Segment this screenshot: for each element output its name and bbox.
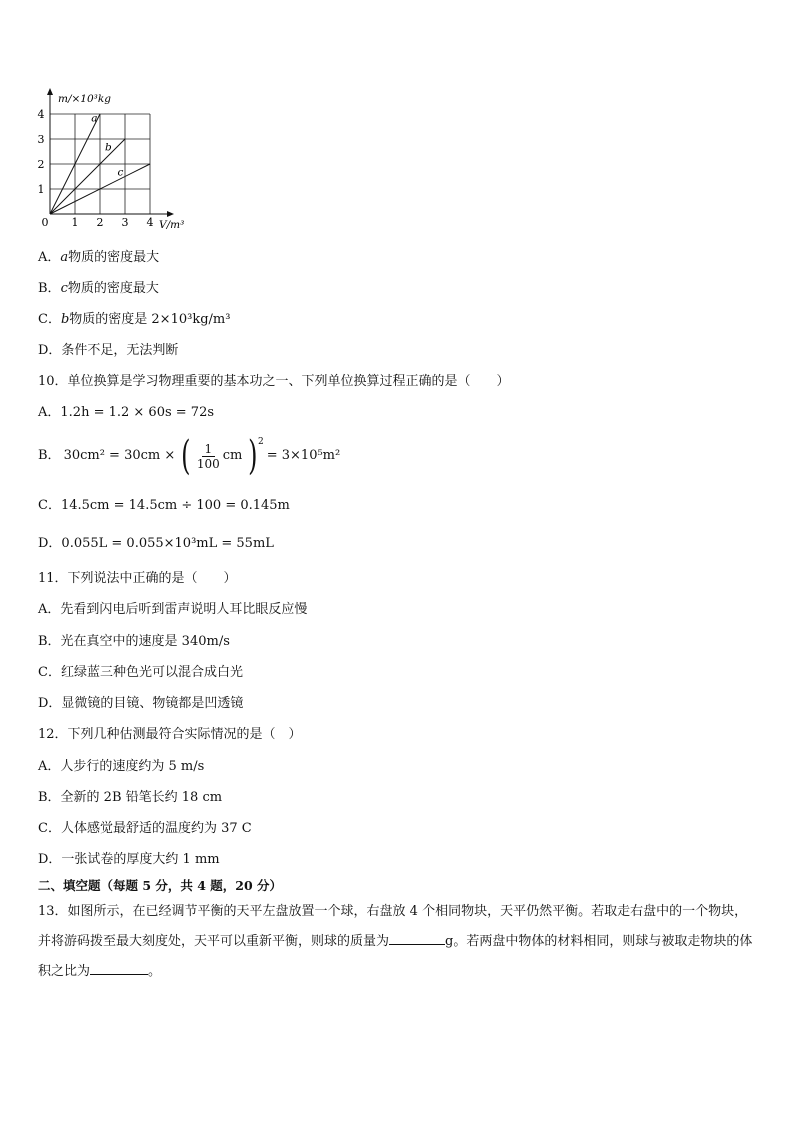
q13-blank-1[interactable] [389, 932, 445, 945]
x-tick-label: 2 [96, 216, 104, 229]
q13-text: 13．如图所示，在已经调节平衡的天平左盘放置一个球，右盘放 4 个相同物块，天平仍然平衡。若取走右盘中的一个物块，并将游码拨至最大刻度处，天平可以重新平衡，则球的质量为 g。若两盘中物体的材料相同，则球与被取走物块的体积之比为 。 [38, 904, 753, 979]
q11-option-a: A．先看到闪电后听到雷声说明人耳比眼反应慢 [38, 602, 308, 617]
q11-option-b: B．光在真空中的速度是 340m/s [38, 634, 230, 649]
q10-option-d: D．0.055L = 0.055×10³mL = 55mL [38, 536, 274, 551]
q12-stem: 12．下列几种估测最符合实际情况的是（ ） [38, 727, 302, 742]
series-label-b: b [105, 141, 112, 154]
q13-blank-2[interactable] [90, 962, 148, 975]
q11-stem: 11．下列说法中正确的是（ ） [38, 571, 237, 586]
y-axis-arrow [47, 88, 53, 95]
q9-option-b: B．c物质的密度最大 [38, 281, 159, 296]
x-tick-label: 1 [71, 216, 79, 229]
series-label-a: a [91, 112, 98, 125]
x-axis-label: V/m³ [159, 219, 185, 231]
y-tick-label: 2 [37, 158, 45, 171]
y-axis-label: m/×10³kg [58, 93, 111, 105]
x-tick-label: 3 [121, 216, 129, 229]
q12-option-b: B．全新的 2B 铅笔长约 18 cm [38, 790, 223, 805]
q9-option-a: A．a物质的密度最大 [38, 250, 160, 265]
q11-option-c: C．红绿蓝三种色光可以混合成白光 [38, 665, 243, 680]
x-axis-arrow [167, 211, 174, 217]
series-line-b [50, 139, 125, 214]
q10-option-b: B． 30cm² = 30cm × ( $\frac{1}{100}$ cm ) $^2$ = 3×10⁵m² [38, 433, 341, 479]
q9-option-d: D．条件不足，无法判断 [38, 343, 179, 358]
section-title: 二、填空题（每题 5 分，共 4 题，20 分） [38, 878, 283, 893]
q12-option-a: A．人步行的速度约为 5 m/s [38, 759, 205, 774]
q10-option-a: A．1.2h = 1.2 × 60s = 72s [38, 405, 215, 420]
q10-option-c: C．14.5cm = 14.5cm ÷ 100 = 0.145m [38, 498, 290, 513]
q12-option-d: D．一张试卷的厚度大约 1 mm [38, 852, 220, 867]
y-tick-label: 3 [37, 133, 45, 146]
x-tick-label: 4 [146, 216, 154, 229]
x-tick-label: 0 [41, 216, 49, 229]
q12-option-c: C．人体感觉最舒适的温度约为 37 C [38, 821, 252, 836]
y-tick-label: 4 [37, 108, 45, 121]
series-label-c: c [117, 166, 124, 179]
q9-option-c: C．b物质的密度是 2×10³kg/m³ [38, 312, 231, 327]
q11-option-d: D．显微镜的目镜、物镜都是凹透镜 [38, 696, 244, 711]
mass-volume-chart [34, 86, 204, 234]
y-tick-label: 1 [37, 183, 45, 196]
q10-stem: 10．单位换算是学习物理重要的基本功之一、下列单位换算过程正确的是（ ） [38, 374, 510, 389]
